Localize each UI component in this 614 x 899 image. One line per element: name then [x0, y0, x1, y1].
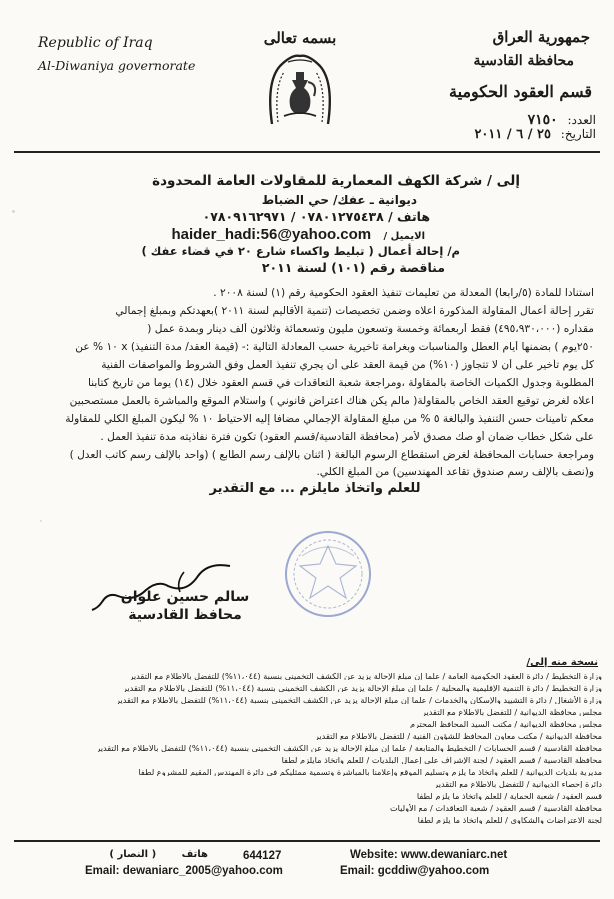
- copy-recipient: لجنة الاعتراضات والشكاوى / للعلم واتخاذ ما يلزم لطفا: [417, 816, 602, 825]
- copies-list: [50, 672, 602, 830]
- signatory-title: محافظ القادسية: [128, 607, 242, 623]
- letter-date: [410, 128, 596, 141]
- copy-recipient: دائرة إحصاء الديوانية / للتفضل بالاطلاع مع التقدير: [434, 780, 602, 789]
- body-line: تقرر إحالة أعمال المقاولة المذكورة اعلاه وضمن تخصيصات (تنمية الأقاليم لسنة ٢٠١١ )بعهدتكم وبمبلغ إجمالي: [115, 305, 594, 317]
- footer-email-right: [340, 866, 590, 878]
- tender-number: مناقصة رقم (١٠١) لسنة ٢٠١١: [261, 260, 445, 275]
- subject-line: م/ إحالة أعمال ( تبليط واكساء شارع ٢٠ في قضاء عفك ): [141, 244, 460, 258]
- email-address: haider_hadi:56@yahoo.com: [171, 226, 372, 243]
- addressee-address: ديوانية ـ عفك/ حي الضباط: [261, 193, 417, 207]
- copy-recipient: مديرية بلديات الديوانية / للعلم واتخاذ ما يلزم وتسليم الموقع وإعلامنا بالمباشرة وتسمية ممثليكم في دائرة المهندس المقيم للمشروع لطفا: [138, 768, 602, 777]
- body-line: معكم تأمينات حسن التنفيذ والبالغة ٥ % من مبلغ المقاولة الإجمالي مضافا إليه الاحتياط ١٠ % ليكون المبلغ الكلي للمقاولة: [65, 413, 594, 425]
- header-right-country: جمهورية العراق: [492, 28, 590, 46]
- body-line: المطلوبة وجدول الكميات الخاصة بالمقاولة ،ومراجعة شعبة التعاقدات في قسم العقود خلال (١٤) يوما من تاريخ كتابنا: [87, 377, 594, 389]
- signatory-name: سالم حسين علوان: [120, 589, 250, 605]
- footer-email-left: [85, 866, 315, 878]
- phone-note: ( النصار ): [109, 849, 157, 860]
- phone-label-text: هاتف: [181, 849, 208, 860]
- copy-recipient: مجلس محافظة الديوانية / مكتب السيد المحافظ المحترم: [409, 720, 602, 729]
- reference-number: [410, 113, 596, 127]
- header-right-department: قسم العقود الحكومية: [449, 82, 592, 101]
- body-line: مقداره (٤٩٥،٩٣٠،٠٠٠) فقط أربعمائة وخمسة وتسعون مليون وتسعمائة وثلاثون ألف دينار وبمدة عمل (: [147, 323, 594, 335]
- addressee-company: إلى / شركة الكهف المعمارية للمقاولات العامة المحدودة: [152, 173, 520, 189]
- copies-title: نسخة منه إلى/: [526, 657, 598, 668]
- copy-recipient: محافظة القادسية / قسم الحسابات / التخطيط والمتابعة / علما إن مبلغ الإحالة يزيد عن الكشف التخميني بنسبة (١١،٠٤٤%) للتفضل بالاطلاع مع التقدير: [96, 744, 602, 753]
- body-line: ٢٥٠يوم ) بضمنها أيام العطل والمناسبات وبغرامة تأخيرية حسب المعادلة التالية :- (قيمة العقد/ مدة التنفيذ) x ١٠ % عن: [75, 341, 594, 353]
- basmala: بسمه تعالى: [263, 29, 337, 47]
- footer-phone: 644127: [243, 850, 282, 862]
- footer-email-label: Email:: [85, 865, 120, 877]
- phone-numbers: ٠٧٨٠١٢٧٥٤٣٨ / ٠٧٨٠٩١٦٢٩٧١: [202, 209, 384, 224]
- copy-recipient: مجلس محافظة الديوانية / للتفضل بالاطلاع مع التقدير: [421, 708, 602, 717]
- addressee-phones: [120, 211, 430, 224]
- body-line: استنادا للمادة (٥/رابعا) المعدلة من تعليمات تنفيذ العقود الحكومية رقم (١) لسنة ٢٠٠٨ .: [213, 287, 594, 299]
- scan-speck: [40, 520, 42, 522]
- copy-recipient: وزارة التخطيط / دائرة التنمية الإقليمية والمحلية / علما إن مبلغ الإحالة يزيد عن الكشف التخميني بنسبة (١١،٠٤٤%) للتفضل بالاطلاع مع التقدير: [122, 684, 602, 693]
- date-label: التاريخ:: [560, 127, 596, 141]
- body-line: ومراجعة حسابات المحافظة لغرض استقطاع الرسوم البالغة ( اثنان بالإلف رسم الطابع ) (واحد بالإلف رسم كاتب العدل ): [69, 449, 594, 461]
- footer-email-value: dewaniarc_2005@yahoo.com: [122, 865, 283, 877]
- copy-recipient: قسم العقود / شعبة الحماية / للعلم واتخاذ ما يلزم لطفا: [416, 792, 602, 801]
- emblem-icon: [262, 52, 338, 126]
- website-url: www.dewaniarc.net: [400, 849, 508, 861]
- date-value: ٢٥ / ٦ / ٢٠١١: [474, 127, 551, 142]
- phone-label: هاتف /: [388, 209, 430, 224]
- body-line: على شكل خطاب ضمان أو صك مصدق لأمر (محافظة القادسية/قسم العقود) تكون فترة نفاذيته مدة تنفيذ العمل .: [100, 431, 594, 443]
- header-left-country: Republic of Iraq: [38, 35, 153, 51]
- official-stamp: [280, 526, 376, 622]
- scan-speck: [12, 210, 15, 213]
- footer-website: [350, 850, 590, 862]
- header-right-governorate: محافظة القادسية: [473, 53, 574, 69]
- body-line: و(نصف بالإلف رسم صندوق تقاعد المهندسين) من المبلغ الكلي.: [316, 466, 594, 478]
- stamp-icon: [280, 526, 376, 622]
- copy-recipient: محافظة القادسية / قسم العقود / لجنة الإشراف على إعمال البلديات / للعلم واتخاذ مايلزم لطفا: [281, 756, 602, 765]
- copy-recipient: محافظة الديوانية / مكتب معاون المحافظ للشؤون الفنية / للتفضل بالاطلاع مع التقدير: [314, 732, 602, 741]
- reference-label: العدد:: [567, 113, 596, 127]
- reference-value: ٧١٥٠: [527, 112, 558, 128]
- copy-recipient: وزارة التخطيط / دائرة العقود الحكومية العامة / علما إن مبلغ الإحالة يزيد عن الكشف التخميني بنسبة (١١،٠٤٤%) للتفضل بالاطلاع مع التقدير: [129, 672, 602, 681]
- footer-divider: [14, 840, 600, 842]
- addressee-email-row: [60, 227, 425, 242]
- governorate-emblem: [262, 52, 338, 126]
- footer-phone-label: [88, 850, 208, 860]
- website-label: Website:: [350, 849, 398, 861]
- closing-line: للعلم واتخاذ مايلزم ... مع التقدير: [209, 481, 421, 496]
- header-divider: [14, 151, 600, 153]
- footer-email-label: Email:: [340, 865, 375, 877]
- copy-recipient: محافظة القادسية / قسم العقود / شعبة التعاقدات / مع الأوليات: [389, 804, 602, 813]
- header-left-governorate: Al-Diwaniya governorate: [38, 58, 196, 73]
- copy-recipient: وزارة الأشغال / دائرة التشييد والإسكان والخدمات / علما إن مبلغ الإحالة يزيد عن الكشف التخميني بنسبة (١١،٠٤٤%) للتفضل بالاطلاع مع التقدير: [115, 696, 602, 705]
- footer-email-value: gcddiw@yahoo.com: [377, 865, 490, 877]
- email-label: الايميل /: [383, 231, 425, 242]
- body-line: اعلاه لغرض توقيع العقد الخاص بالمقاولة( مالم يكن هناك اعتراض قانوني ) واستلام الموقع والمباشرة بالعمل مستصحبين: [69, 395, 594, 407]
- body-line: كل يوم تأخير على أن لا تتجاوز (١٠%) من قيمة العقد على أن يجري تنفيذ العمل وفق الشروط والمواصفات الفنية: [101, 359, 594, 371]
